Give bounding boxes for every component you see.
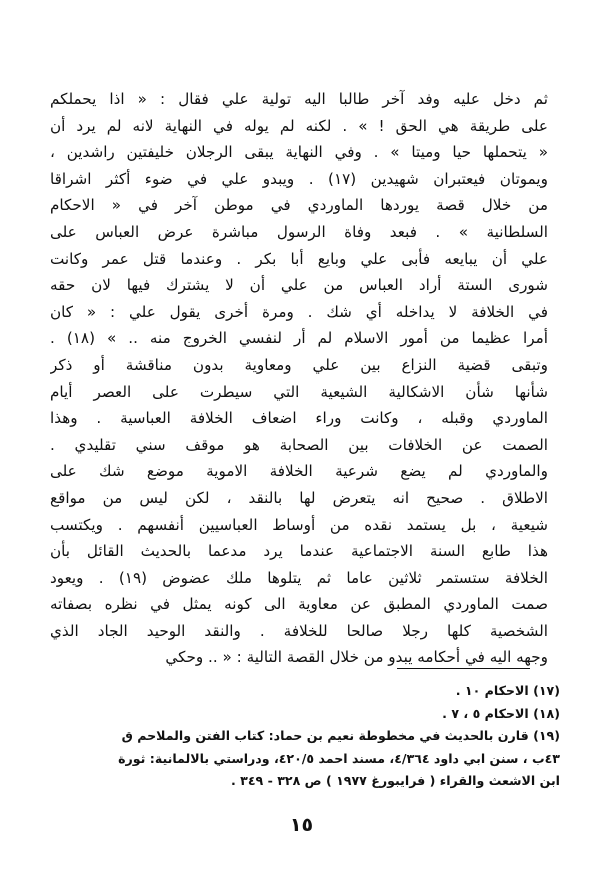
text-line: صمت الماوردي المطبق عن معاوية الى كونه يمثل في نظره بصفاته [50,595,548,614]
text-line: من خلال قصة يوردها الماوردي في موطن آخر في « الاحكام [50,196,548,215]
text-line: والماوردي لم يضع شرعية الخلافة الاموية موضع شك على [50,462,548,481]
text-line: وتبقى قضية النزاع بين علي ومعاوية بدون مناقشة أو ذكر [50,355,548,374]
footnote-line: ٤٣ب ، سنن ابي داود ٤/٣٦٤، مسند احمد ٤٢٠/٥، ودراستي بالالمانية: ثورة [118,750,560,766]
text-line: الاطلاق . صحيح انه يتعرض لها بالنقد ، لكن ليس من مواقع [50,488,548,507]
text-line: هذا طابع السنة الاجتماعية عندما يرد مدعما بالحديث القائل بأن [50,542,548,561]
footnote-line: ابن الاشعث والقراء ( فرايبورغ ١٩٧٧ ) ص ٣٢٨ - ٣٤٩ . [230,773,560,788]
text-line: وجهه اليه في أحكامه يبدو من خلال القصة التالية : « .. وحكي [165,648,548,667]
body-text [50,86,548,671]
text-line: في الخلافة لا يداخله أي شك . ومرة أخرى يقول علي : « كان [50,302,548,321]
footnote-line: (١٨) الاحكام ٥ ، ٧ . [442,705,560,721]
text-line: السلطانية » . فبعد وفاة الرسول مباشرة عرض العباس على [50,222,548,241]
footnote-line: (١٧) الاحكام ١٠ . [455,683,560,698]
text-line: شيعية ، بل يستمد نقده من أوساط العباسيين أنفسهم . ويكتسب [50,515,548,534]
text-line: شأنها شأن الاشكالية الشيعية التي سيطرت على العصر أيام [50,382,548,401]
text-line: الماوردي وقبله ، وكانت وراء اضعاف الخلافة العباسية . وهذا [50,409,548,428]
text-line: الصمت عن الخلافات بين الصحابة هو موقف سني تقليدي . [50,435,548,454]
text-line: الخلافة ستستمر ثلاثين عاما ثم يتلوها ملك عضوض (١٩) . ويعود [50,568,548,587]
text-line: على طريقة هي الحق ! » . لكنه لم يوله في النهاية لانه لم يرد أن [50,116,548,135]
text-line: شورى الستة أراد العباس من علي أن لا يشترك فيها لان حقه [50,276,548,295]
text-line: الشخصية كلها رجلا صالحا للخلافة . والنقد الوحيد الجاد الذي [50,621,548,640]
text-line: ثم دخل عليه وفد آخر طالبا اليه تولية علي فقال : « اذا يحملكم [50,90,548,108]
text-line: علي أن يبايعه فأبى علي وبايع أبا بكر . وعندما قتل عمر وكانت [50,249,548,268]
text-line: أمرا عظيما من أمور الاسلام لم أر لنفسي الخروج منه .. » (١٨) . [50,329,548,348]
footnotes [50,680,560,793]
text-line: ويموتان فيعتبران شهيدين (١٧) . ويبدو علي في ضوء أكثر اشراقا [50,169,548,188]
page-number: ١٥ [289,814,314,836]
footnote-separator [397,668,530,669]
footnote-line: (١٩) قارن بالحديث في مخطوطة نعيم بن حماد: كتاب الفتن والملاحم ق [121,728,560,743]
text-line: « يتحملها حيا وميتا » . وفي النهاية يبقى الرجلان خليفتين راشدين ، [50,143,548,162]
